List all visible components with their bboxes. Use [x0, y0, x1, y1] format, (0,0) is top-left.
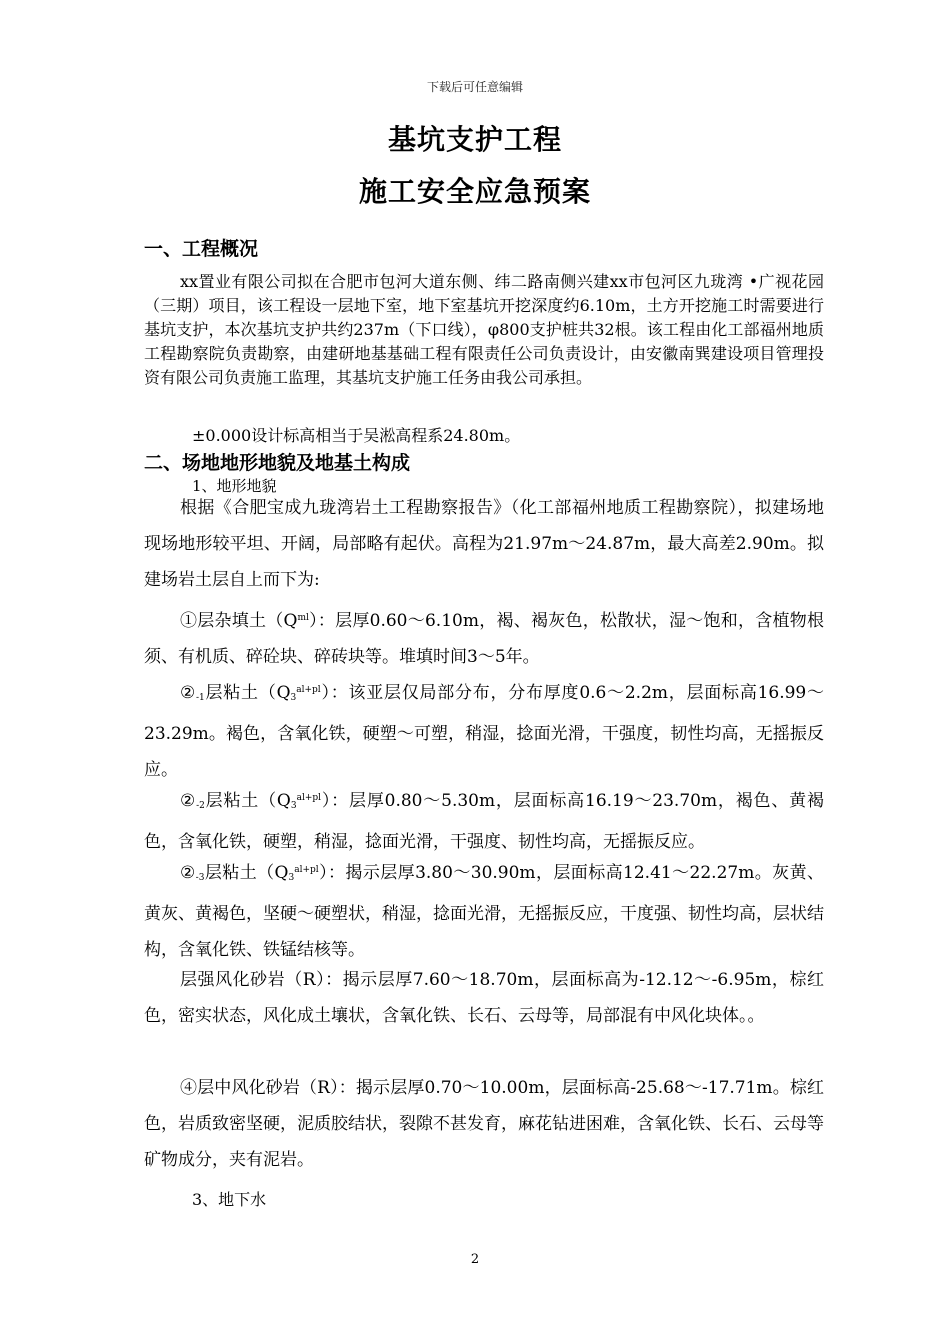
layer2b-sub2: 3 [290, 801, 297, 811]
section1-para1-text: xx置业有限公司拟在合肥市包河大道东侧、纬二路南侧兴建xx市包河区九珑湾 •广视花园（三期）项目，该工程设一层地下室，地下室基坑开挖深度约6.10m，土方开挖施工时需要进行基坑支护，本次基坑支护共约237m（下口线），φ800支护桩共32根。该工程由化工部福州地质工程勘察院负责勘察，由建研地基基础工程有限责任公司负责设计，由安徽南巽建设项目管理投资有限公司负责施工监理，其基坑支护施工任务由我公司承担。 [144, 272, 824, 387]
layer2b-prefix: ② [180, 791, 197, 811]
section2-intro-paragraph [144, 490, 824, 598]
layer-2-3-paragraph [144, 852, 824, 968]
layer1-rest: ）：层厚0.60～6.10m，褐、褐灰色，松散状，湿～饱和，含植物根须、有机质、碎砼块、碎砖块等。堆填时间3～5年。 [144, 611, 824, 667]
layer3-text: 层强风化砂岩（R）：揭示层厚7.60～18.70m，层面标高为-12.12～-6.95m，棕红色，密实状态，风化成土壤状，含氧化铁、长石、云母等，局部混有中风化块体。。 [144, 970, 824, 1026]
layer-2-2-paragraph [144, 780, 824, 860]
layer2b-mid: 层粘土（Q [204, 791, 291, 811]
sub1-text: 1、地形地貌 [192, 477, 277, 495]
section1-heading: 一、工程概况 [144, 238, 259, 260]
layer2a-sub2: 3 [290, 693, 297, 703]
section1-para2-text: ±0.000设计标高相当于吴淞高程系24.80m。 [192, 426, 521, 445]
document-title-line2: 施工安全应急预案 [358, 175, 591, 208]
section1-paragraph-2 [144, 424, 824, 448]
layer4-text: ④层中风化砂岩（R）：揭示层厚0.70～10.00m，层面标高-25.68～-17.71m。棕红色，岩质致密坚硬，泥质胶结状，裂隙不甚发育，麻花钻进困难，含氧化铁、长石、云母等矿物成分，夹有泥岩。 [144, 1078, 824, 1170]
layer2b-sub: -2 [196, 801, 205, 811]
layer-3-paragraph [144, 962, 824, 1034]
layer2c-sub: -3 [195, 873, 205, 883]
layer2a-sup: al+pl [296, 685, 321, 695]
layer2c-rest: ）：揭示层厚3.80～30.90m，层面标高12.41～22.27m。灰黄、黄灰、黄褐色，坚硬～硬塑状，稍湿，捻面光滑，无摇振反应，干度强、韧性均高，层状结构，含氧化铁、铁锰结核等。 [144, 863, 825, 960]
section2-heading: 二、场地地形地貌及地基土构成 [144, 452, 411, 474]
layer2a-sub: -1 [196, 693, 205, 703]
sub3-text: 3、地下水 [192, 1190, 267, 1209]
layer2c-sup: al+pl [294, 865, 319, 875]
layer2a-rest: ）：该亚层仅局部分布，分布厚度0.6～2.2m，层面标高16.99～23.29m。褐色，含氧化铁，硬塑～可塑，稍湿，捻面光滑，干强度，韧性均高，无摇振反应。 [144, 683, 824, 780]
page-number: 2 [470, 1252, 480, 1267]
layer-4-paragraph [144, 1070, 824, 1178]
layer2a-prefix: ② [180, 683, 196, 703]
document-title-line1: 基坑支护工程 [387, 123, 562, 156]
layer1-prefix: ①层杂填土（Q [180, 611, 298, 631]
layer2b-rest: ）：层厚0.80～5.30m，层面标高16.19～23.70m，褐色、黄褐色，含氧化铁，硬塑，稍湿，捻面光滑，干强度、韧性均高，无摇振反应。 [144, 791, 824, 852]
layer2c-sub2: 3 [288, 873, 295, 883]
layer2b-sup: al+pl [296, 793, 322, 803]
intro-text: 根据《合肥宝成九珑湾岩土工程勘察报告》（化工部福州地质工程勘察院），拟建场地现场地形较平坦、开阔，局部略有起伏。高程为21.97m～24.87m，最大高差2.90m。拟建场岩土层自上而下为: [144, 498, 824, 590]
layer-1-paragraph [144, 600, 824, 675]
header-note: 下载后可任意编辑 [426, 80, 523, 94]
section1-paragraph-1 [144, 270, 824, 390]
layer-2-1-paragraph [144, 672, 824, 788]
section2-sub3 [144, 1188, 824, 1212]
layer2c-prefix: ② [180, 863, 196, 883]
layer1-sup: ml [297, 613, 309, 623]
layer2a-mid: 层粘土（Q [204, 683, 291, 703]
layer2c-mid: 层粘土（Q [204, 863, 289, 883]
